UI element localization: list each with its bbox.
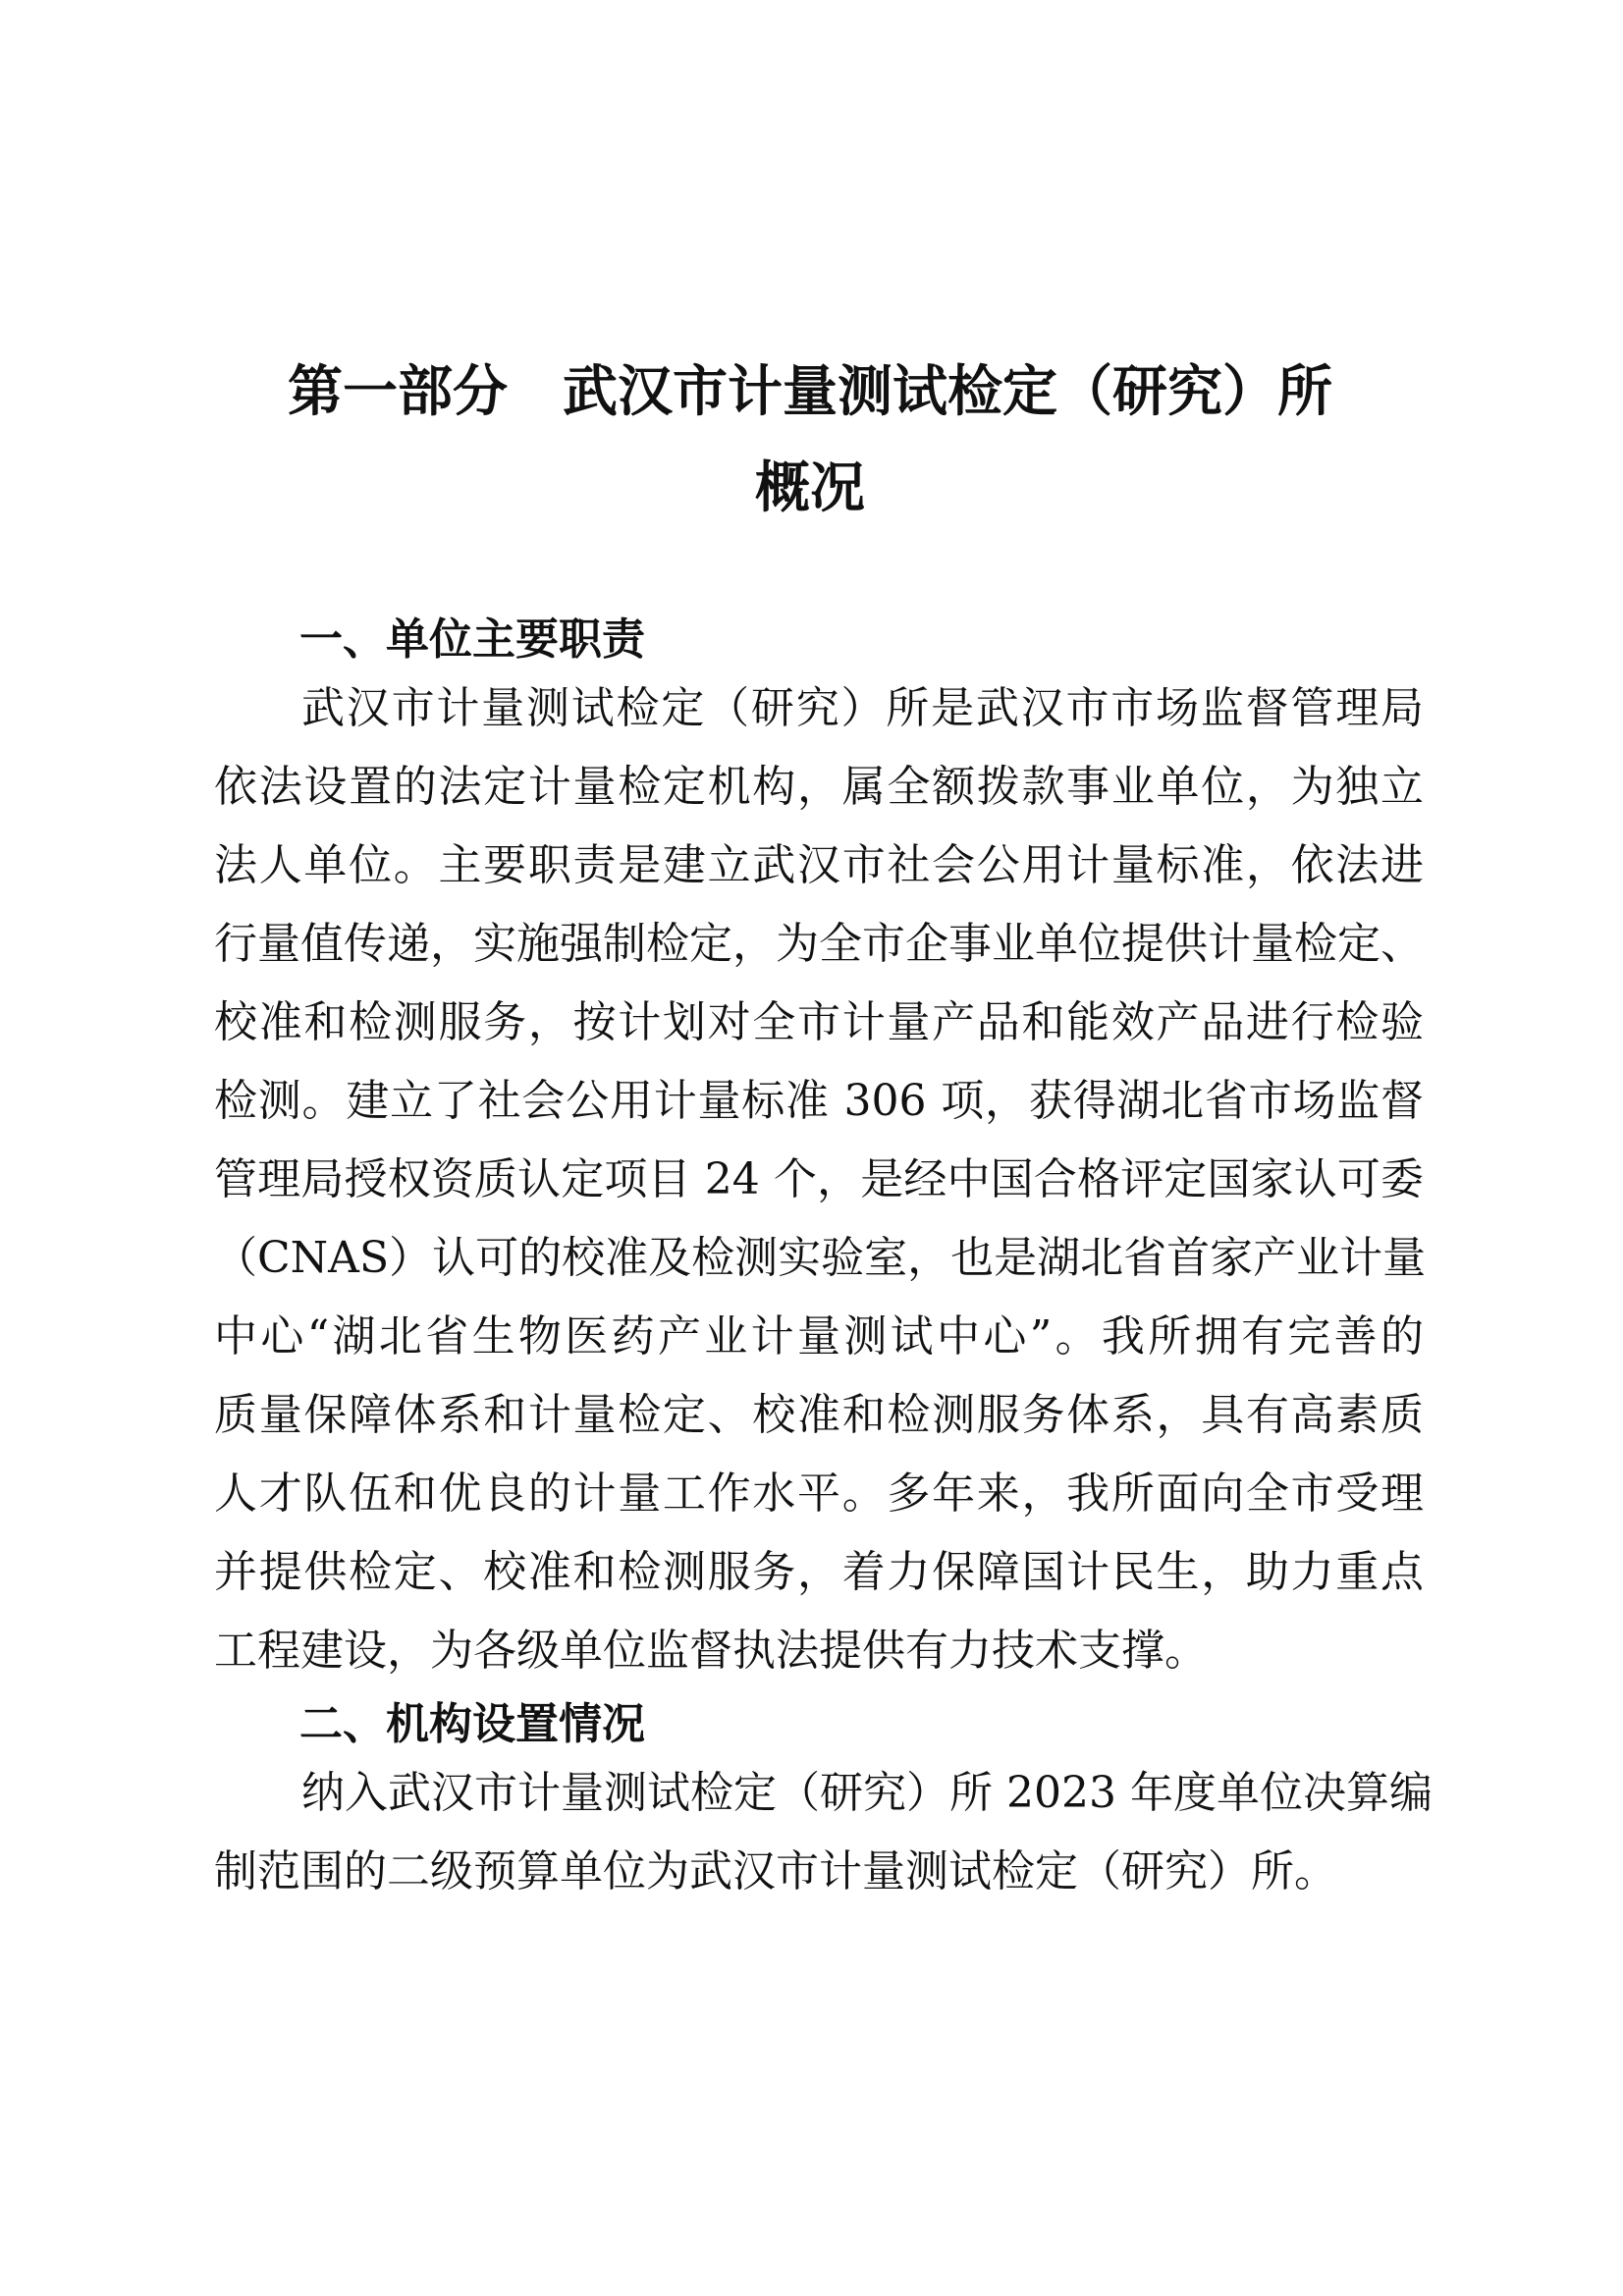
paragraph-line: 工程建设，为各级单位监督执法提供有力技术支撑。: [214, 1626, 1208, 1676]
paragraph-line: 中心“湖北省生物医药产业计量测试中心”。我所拥有完善的: [214, 1311, 1424, 1362]
paragraph-line: 纳入武汉市计量测试检定（研究）所 2023 年度单位决算编: [301, 1768, 1433, 1818]
paragraph-line: 检测。建立了社会公用计量标准 306 项，获得湖北省市场监督: [214, 1076, 1424, 1126]
page-title-continued: 概况: [755, 456, 865, 520]
paragraph-line: 校准和检测服务，按计划对全市计量产品和能效产品进行检验: [214, 997, 1424, 1047]
paragraph-line: 武汉市计量测试检定（研究）所是武汉市市场监督管理局: [301, 683, 1424, 733]
paragraph-line: 行量值传递，实施强制检定，为全市企事业单位提供计量检定、: [214, 919, 1424, 969]
paragraph-line: 法人单位。主要职责是建立武汉市社会公用计量标准，依法进: [214, 840, 1424, 890]
paragraph-line: 管理局授权资质认定项目 24 个，是经中国合格评定国家认可委: [214, 1154, 1424, 1204]
section-heading-responsibilities: 一、单位主要职责: [299, 614, 645, 665]
page-title: 第一部分 武汉市计量测试检定（研究）所: [288, 360, 1332, 424]
paragraph-line: 依法设置的法定计量检定机构，属全额拨款事业单位，为独立: [214, 762, 1424, 812]
paragraph-line: 并提供检定、校准和检测服务，着力保障国计民生，助力重点: [214, 1547, 1424, 1597]
paragraph-line: （CNAS）认可的校准及检测实验室，也是湖北省首家产业计量: [214, 1233, 1427, 1283]
section-heading-organization: 二、机构设置情况: [299, 1699, 645, 1749]
paragraph-line: 质量保障体系和计量检定、校准和检测服务体系，具有高素质: [214, 1390, 1424, 1440]
paragraph-line: 制范围的二级预算单位为武汉市计量测试检定（研究）所。: [214, 1846, 1337, 1896]
paragraph-line: 人才队伍和优良的计量工作水平。多年来，我所面向全市受理: [214, 1468, 1424, 1519]
